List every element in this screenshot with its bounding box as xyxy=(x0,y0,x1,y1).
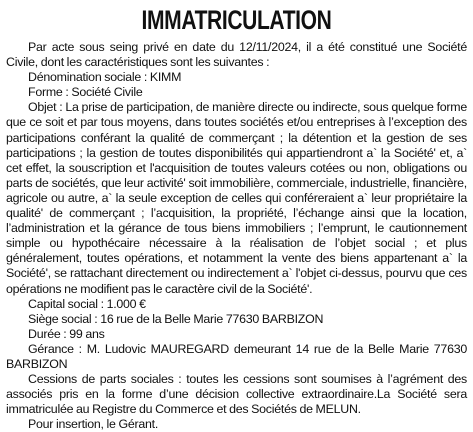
notice-body xyxy=(6,40,467,432)
gerance-paragraph: Gérance : M. Ludovic MAUREGARD demeurant 14 rue de la Belle Marie 77630 BARBIZON xyxy=(6,341,467,371)
cessions-paragraph: Cessions de parts sociales : toutes les cessions sont soumises à l’agrément des associés pris en la forme d’une décision collective extraordinaire.La Société sera immatriculée au Registre du Commerce et des Sociétés de MELUN. xyxy=(6,372,467,417)
siege-line: Siège social : 16 rue de la Belle Marie 77630 BARBIZON xyxy=(28,311,324,326)
notice-title: IMMATRICULATION xyxy=(141,5,332,35)
objet-paragraph: Objet : La prise de participation, de manière directe ou indirecte, sous quelque forme que ce soit et par tous moyens, dans toutes sociétés et/ou entreprises à l’exception des participations conférant la qualité de commerçant ; la détention et la gestion de ses participations ; la gestion de toutes disponibilités qui appartiendront a` la Société' et, a` cet effet, la souscription et l'acquisition de toutes valeurs cotées ou non, obligations ou parts de sociétés, que leur activité' soit immobilière, commerciale, industrielle, financière, agricole ou autre, a` la seule exception de celles qui conféreraient a` leur propriétaire la qualité' de commerçant ; l’acquisition, la propriété, l’échange ainsi que la location, l’administration et la gérance de tous biens immobiliers ; l’emprunt, le cautionnement simple ou hypothécaire nécessaire à la réalisation de l’objet social ; et plus généralement, toutes opérations, et notamment la vente des biens appartenant a` la Société', se rattachant directement ou indirectement a` l'objet ci-dessus, pourvu que ces opérations ne modifient pas le caractère civil de la Société'. xyxy=(6,100,467,296)
intro-paragraph: Par acte sous seing privé en date du 12/11/2024, il a été constitué une Société Civile, dont les caractéristiques sont les suivantes : xyxy=(6,40,467,70)
denomination-line: Dénomination sociale : KIMM xyxy=(28,70,182,85)
forme-line: Forme : Société Civile xyxy=(28,85,143,100)
capital-line: Capital social : 1.000 € xyxy=(28,296,146,311)
duree-line: Durée : 99 ans xyxy=(28,326,105,341)
signature-line: Pour insertion, le Gérant. xyxy=(28,417,159,432)
